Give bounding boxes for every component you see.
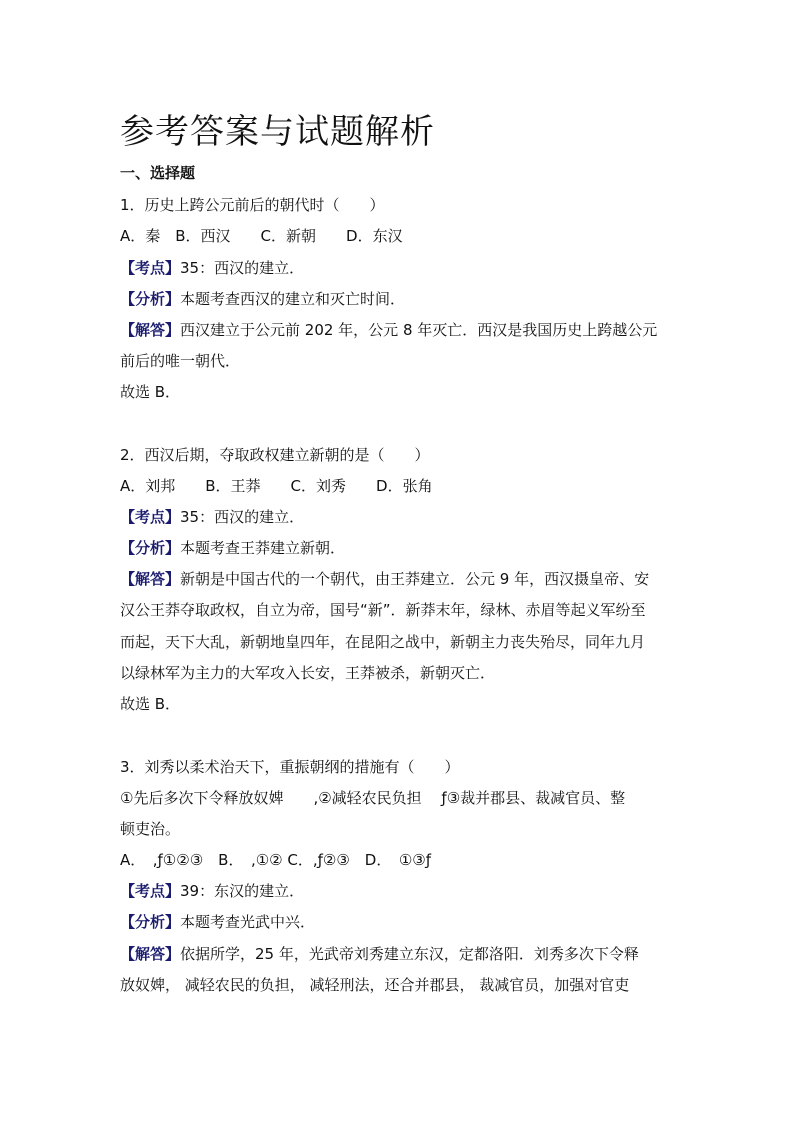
section-heading: 一、选择题 [120,164,196,182]
kaodian-text: 39：东汉的建立． [180,882,305,900]
jieda-text: 依据所学，25 年，光武帝刘秀建立东汉，定都洛阳．刘秀多次下令释 [180,945,639,963]
question-2-jieda-cont: 而起，天下大乱，新朝地皇四年，在昆阳之战中，新朝主力丧失殆尽，同年九月 [120,633,646,651]
fenxi-tag: 【分析】 [120,290,181,308]
question-1-jieda [120,320,657,340]
question-1-jieda-cont: 前后的唯一朝代． [120,352,241,370]
question-1-answer: 故选 B． [120,383,181,401]
question-3-jieda-cont: 放奴婢， 减轻农民的负担， 减轻刑法，还合并郡县， 裁减官员，加强对官吏 [120,976,630,994]
question-2-jieda-cont: 以绿林军为主力的大军攻入长安，王莽被杀，新朝灭亡． [120,664,496,682]
question-2-jieda [120,569,649,589]
question-3-jieda [120,944,639,964]
question-3-kaodian [120,881,304,901]
fenxi-tag: 【分析】 [120,913,181,931]
question-3-stem: 3．刘秀以柔术治天下，重振朝纲的措施有（ ） [120,758,460,776]
question-1-fenxi [120,289,405,309]
question-3-items-cont: 顿吏治。 [120,820,181,838]
question-2-options: A．刘邦 B．王莽 C．刘秀 D．张角 [120,477,433,495]
question-1-options: A．秦 B．西汉 C．新朝 D．东汉 [120,227,403,245]
kaodian-tag: 【考点】 [120,882,181,900]
jieda-tag: 【解答】 [120,570,181,588]
kaodian-text: 35：西汉的建立． [180,259,305,277]
fenxi-text: 本题考查西汉的建立和灭亡时间． [180,290,406,308]
question-2-answer: 故选 B． [120,695,181,713]
fenxi-text: 本题考查王莽建立新朝． [180,539,346,557]
kaodian-tag: 【考点】 [120,259,181,277]
question-3-fenxi [120,912,315,932]
fenxi-text: 本题考查光武中兴． [180,913,316,931]
question-3-items: ①先后多次下令释放奴婢 ,②减轻农民负担 ƒ③裁并郡县、裁减官员、整 [120,789,626,807]
jieda-text: 新朝是中国古代的一个朝代，由王莽建立．公元 9 年，西汉摄皇帝、安 [180,570,650,588]
question-1-stem: 1．历史上跨公元前后的朝代时（ ） [120,196,385,214]
question-3-options: A． ,ƒ①②③ B． ,①② C．,ƒ②③ D． ①③ƒ [120,851,432,869]
jieda-text: 西汉建立于公元前 202 年，公元 8 年灭亡．西汉是我国历史上跨越公元 [180,321,658,339]
question-1-kaodian [120,258,304,278]
question-2-stem: 2．西汉后期，夺取政权建立新朝的是（ ） [120,446,430,464]
question-2-fenxi [120,538,345,558]
jieda-tag: 【解答】 [120,945,181,963]
fenxi-tag: 【分析】 [120,539,181,557]
question-2-kaodian [120,507,304,527]
jieda-tag: 【解答】 [120,321,181,339]
question-2-jieda-cont: 汉公王莽夺取政权，自立为帝，国号“新”．新莽末年，绿林、赤眉等起义军纷至 [120,601,646,619]
page-title: 参考答案与试题解析 [120,112,435,152]
kaodian-text: 35：西汉的建立． [180,508,305,526]
kaodian-tag: 【考点】 [120,508,181,526]
